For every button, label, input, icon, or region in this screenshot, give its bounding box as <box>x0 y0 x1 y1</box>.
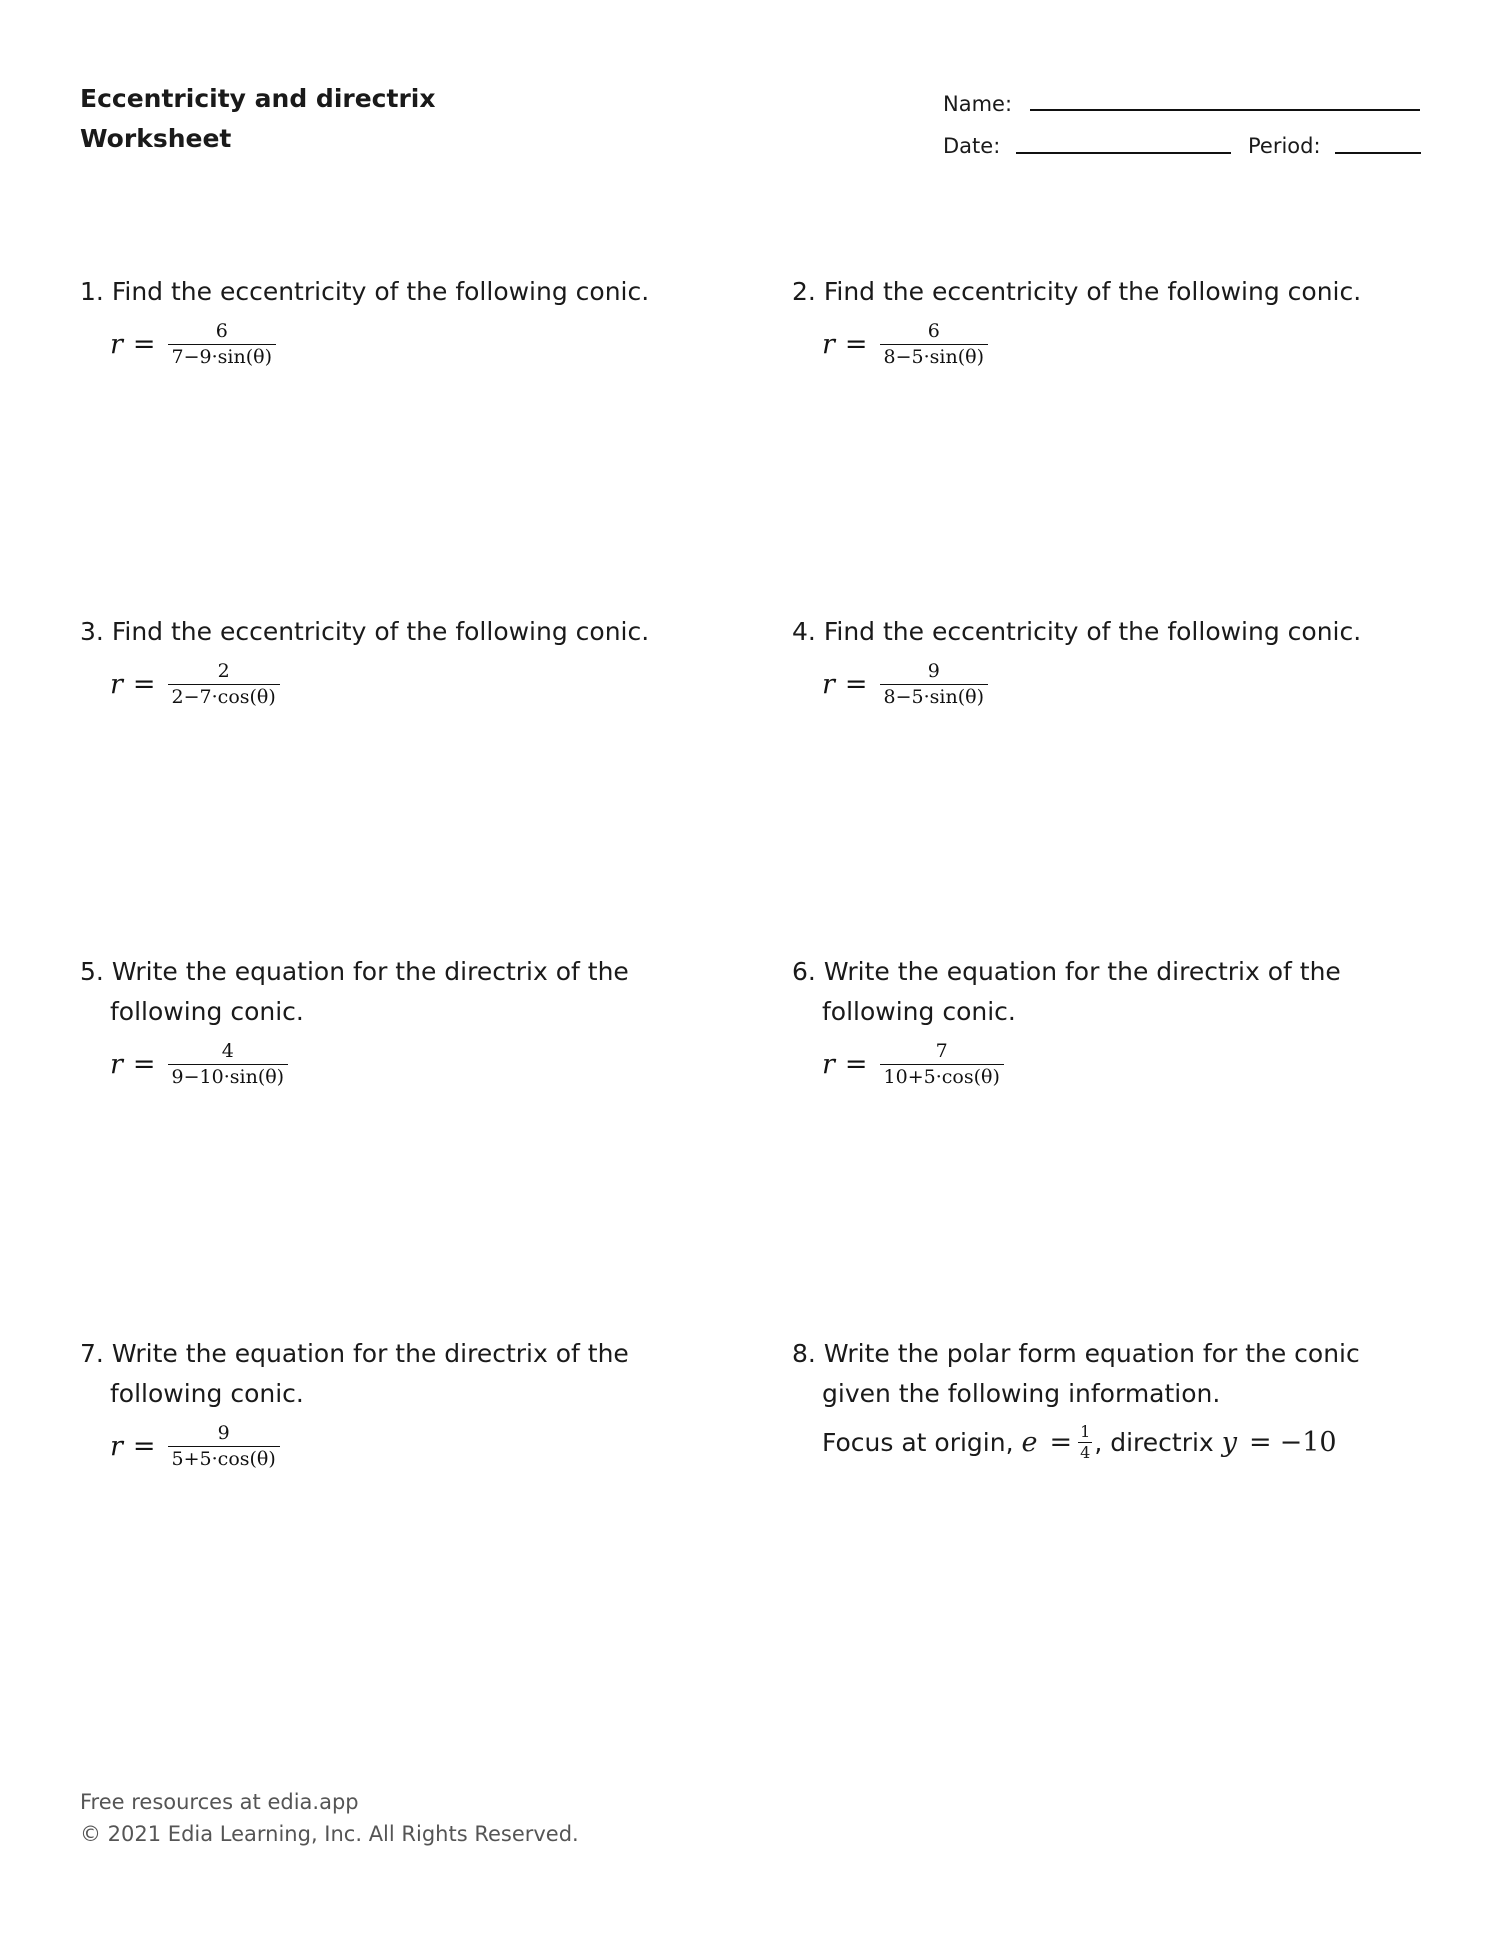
equation-lhs: r <box>110 1049 123 1080</box>
given-prefix: Focus at origin, <box>822 1428 1014 1457</box>
fraction <box>880 322 988 367</box>
fraction-numerator: 6 <box>927 320 940 342</box>
equals-sign: = <box>844 1049 868 1080</box>
name-label: Name: <box>943 92 1013 116</box>
polar-equation <box>110 1424 700 1469</box>
fraction <box>168 1424 280 1469</box>
equals-sign: = <box>844 329 868 360</box>
polar-equation <box>110 1042 700 1087</box>
date-field-line[interactable] <box>1016 152 1231 154</box>
equals-sign: = <box>1049 1427 1073 1458</box>
fraction-numerator: 9 <box>927 660 940 682</box>
fraction <box>880 1042 1004 1087</box>
equals-sign: = <box>844 669 868 700</box>
polar-equation <box>822 662 1412 707</box>
fraction-numerator: 2 <box>217 660 230 682</box>
equals-sign: = <box>132 329 156 360</box>
question-number: 5. <box>80 957 104 986</box>
fraction-denominator: 9−10·sin(θ) <box>168 1064 289 1087</box>
fraction-denominator: 4 <box>1080 1443 1091 1462</box>
question-number: 6. <box>792 957 816 986</box>
footer-copyright: © 2021 Edia Learning, Inc. All Rights Reserved. <box>80 1822 579 1846</box>
equals-sign: = <box>132 1049 156 1080</box>
fraction <box>168 662 280 707</box>
directrix-variable: y <box>1221 1427 1237 1458</box>
question-number: 7. <box>80 1339 104 1368</box>
question-prompt: Write the equation for the directrix of the following conic. <box>110 957 629 1026</box>
fraction-denominator: 7−9·sin(θ) <box>168 344 276 367</box>
question-number: 8. <box>792 1339 816 1368</box>
equals-sign: = <box>1249 1427 1272 1458</box>
question-4 <box>792 612 1412 707</box>
name-field-line[interactable] <box>1030 109 1420 111</box>
polar-equation <box>822 1042 1412 1087</box>
eccentricity-fraction <box>1078 1424 1092 1461</box>
fraction-denominator: 5+5·cos(θ) <box>168 1446 280 1469</box>
equation-lhs: r <box>110 329 123 360</box>
equation-lhs: r <box>110 1431 123 1462</box>
fraction-numerator: 1 <box>1080 1422 1091 1441</box>
question-8 <box>792 1334 1412 1461</box>
period-label: Period: <box>1248 134 1321 158</box>
date-label: Date: <box>943 134 1001 158</box>
worksheet-title: Eccentricity and directrix <box>80 84 436 113</box>
footer-resources: Free resources at edia.app <box>80 1790 359 1814</box>
eccentricity-variable: e <box>1021 1427 1038 1458</box>
question-3 <box>80 612 700 707</box>
fraction-numerator: 7 <box>935 1040 948 1062</box>
fraction <box>168 1042 289 1087</box>
question-5 <box>80 952 700 1087</box>
fraction <box>880 662 988 707</box>
fraction-denominator: 8−5·sin(θ) <box>880 344 988 367</box>
equation-lhs: r <box>822 669 835 700</box>
equals-sign: = <box>132 1431 156 1462</box>
question-prompt: Find the eccentricity of the following conic. <box>111 617 650 646</box>
question-number: 2. <box>792 277 816 306</box>
question-2 <box>792 272 1412 367</box>
directrix-value: −10 <box>1279 1427 1337 1458</box>
worksheet-subtitle: Worksheet <box>80 124 232 153</box>
polar-equation <box>110 322 700 367</box>
question-prompt: Find the eccentricity of the following conic. <box>111 277 650 306</box>
fraction-denominator: 8−5·sin(θ) <box>880 684 988 707</box>
question-prompt: Write the equation for the directrix of the following conic. <box>110 1339 629 1408</box>
question-6 <box>792 952 1412 1087</box>
given-middle: , directrix <box>1094 1428 1214 1457</box>
question-7 <box>80 1334 700 1469</box>
question-number: 1. <box>80 277 104 306</box>
fraction-numerator: 6 <box>215 320 228 342</box>
question-prompt: Write the equation for the directrix of the following conic. <box>822 957 1341 1026</box>
question-prompt: Find the eccentricity of the following conic. <box>823 617 1362 646</box>
question-prompt: Find the eccentricity of the following conic. <box>823 277 1362 306</box>
period-field-line[interactable] <box>1335 152 1421 154</box>
question-number: 3. <box>80 617 104 646</box>
question-number: 4. <box>792 617 816 646</box>
fraction-denominator: 10+5·cos(θ) <box>880 1064 1004 1087</box>
fraction-numerator: 9 <box>217 1422 230 1444</box>
question-prompt: Write the polar form equation for the conic given the following information. <box>822 1339 1360 1408</box>
equals-sign: = <box>132 669 156 700</box>
polar-equation <box>110 662 700 707</box>
given-information <box>822 1424 1412 1461</box>
equation-lhs: r <box>110 669 123 700</box>
fraction <box>168 322 276 367</box>
fraction-denominator: 2−7·cos(θ) <box>168 684 280 707</box>
equation-lhs: r <box>822 1049 835 1080</box>
fraction-numerator: 4 <box>221 1040 234 1062</box>
polar-equation <box>822 322 1412 367</box>
question-1 <box>80 272 700 367</box>
equation-lhs: r <box>822 329 835 360</box>
